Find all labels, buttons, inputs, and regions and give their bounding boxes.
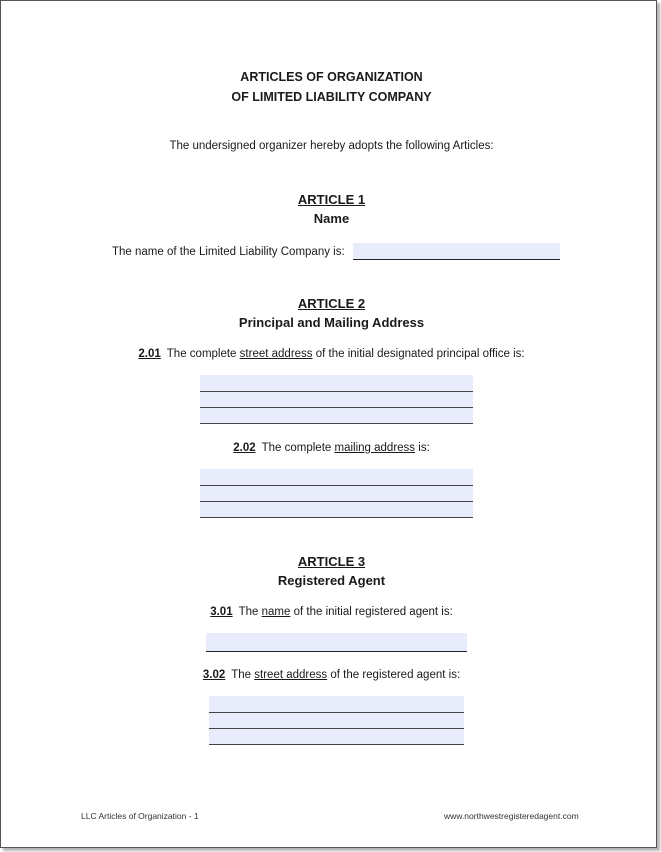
item-3-02-pre: The [231, 669, 252, 681]
agent-address-line-2 [209, 728, 464, 729]
article3-subheading: Registered Agent [277, 573, 386, 588]
item-2-02-number: 2.02 [233, 442, 256, 454]
item-2-02-pre: The complete [261, 442, 332, 454]
item-3-02-post: of the registered agent is: [330, 669, 461, 681]
item-2-02-emph: mailing address [334, 442, 416, 454]
item-3-01 [1, 606, 661, 618]
agent-address-line-1 [209, 712, 464, 713]
item-2-01 [1, 348, 661, 360]
principal-address-field[interactable] [200, 375, 473, 423]
agent-name-field[interactable] [206, 633, 467, 651]
mailing-address-line-1 [200, 485, 473, 486]
principal-address-line-1 [200, 391, 473, 392]
article1-heading: ARTICLE 1 [297, 192, 366, 207]
principal-address-line-3 [200, 423, 473, 424]
item-2-01-post: of the initial designated principal office is: [315, 348, 525, 360]
item-3-02-emph: street address [254, 669, 328, 681]
mailing-address-line-2 [200, 501, 473, 502]
item-3-01-post: of the initial registered agent is: [293, 606, 453, 618]
agent-name-underline [206, 651, 467, 652]
article3-heading: ARTICLE 3 [297, 554, 366, 569]
item-3-02 [1, 669, 661, 681]
agent-address-field[interactable] [209, 696, 464, 744]
item-3-01-number: 3.01 [210, 606, 233, 618]
principal-address-line-2 [200, 407, 473, 408]
llc-name-prompt: The name of the Limited Liability Company is: [112, 246, 345, 258]
footer-website: www.northwestregisteredagent.com [444, 811, 579, 821]
item-2-01-number: 2.01 [138, 348, 161, 360]
intro-text: The undersigned organizer hereby adopts the following Articles: [169, 140, 494, 152]
llc-name-field[interactable] [353, 243, 560, 259]
item-3-01-pre: The [238, 606, 259, 618]
mailing-address-field[interactable] [200, 469, 473, 517]
item-2-02 [1, 442, 661, 454]
item-2-01-emph: street address [239, 348, 313, 360]
item-2-02-post: is: [418, 442, 430, 454]
item-3-02-number: 3.02 [202, 669, 226, 681]
llc-name-underline [353, 259, 560, 260]
article2-subheading: Principal and Mailing Address [238, 315, 425, 330]
article1-subheading: Name [313, 211, 350, 226]
document-title-line1: ARTICLES OF ORGANIZATION [240, 70, 423, 84]
agent-address-line-3 [209, 744, 464, 745]
mailing-address-line-3 [200, 517, 473, 518]
item-3-01-emph: name [261, 606, 291, 618]
document-title-line2: OF LIMITED LIABILITY COMPANY [231, 90, 432, 104]
footer-page-label: LLC Articles of Organization - 1 [81, 811, 199, 821]
item-2-01-pre: The complete [166, 348, 237, 360]
article2-heading: ARTICLE 2 [297, 296, 366, 311]
